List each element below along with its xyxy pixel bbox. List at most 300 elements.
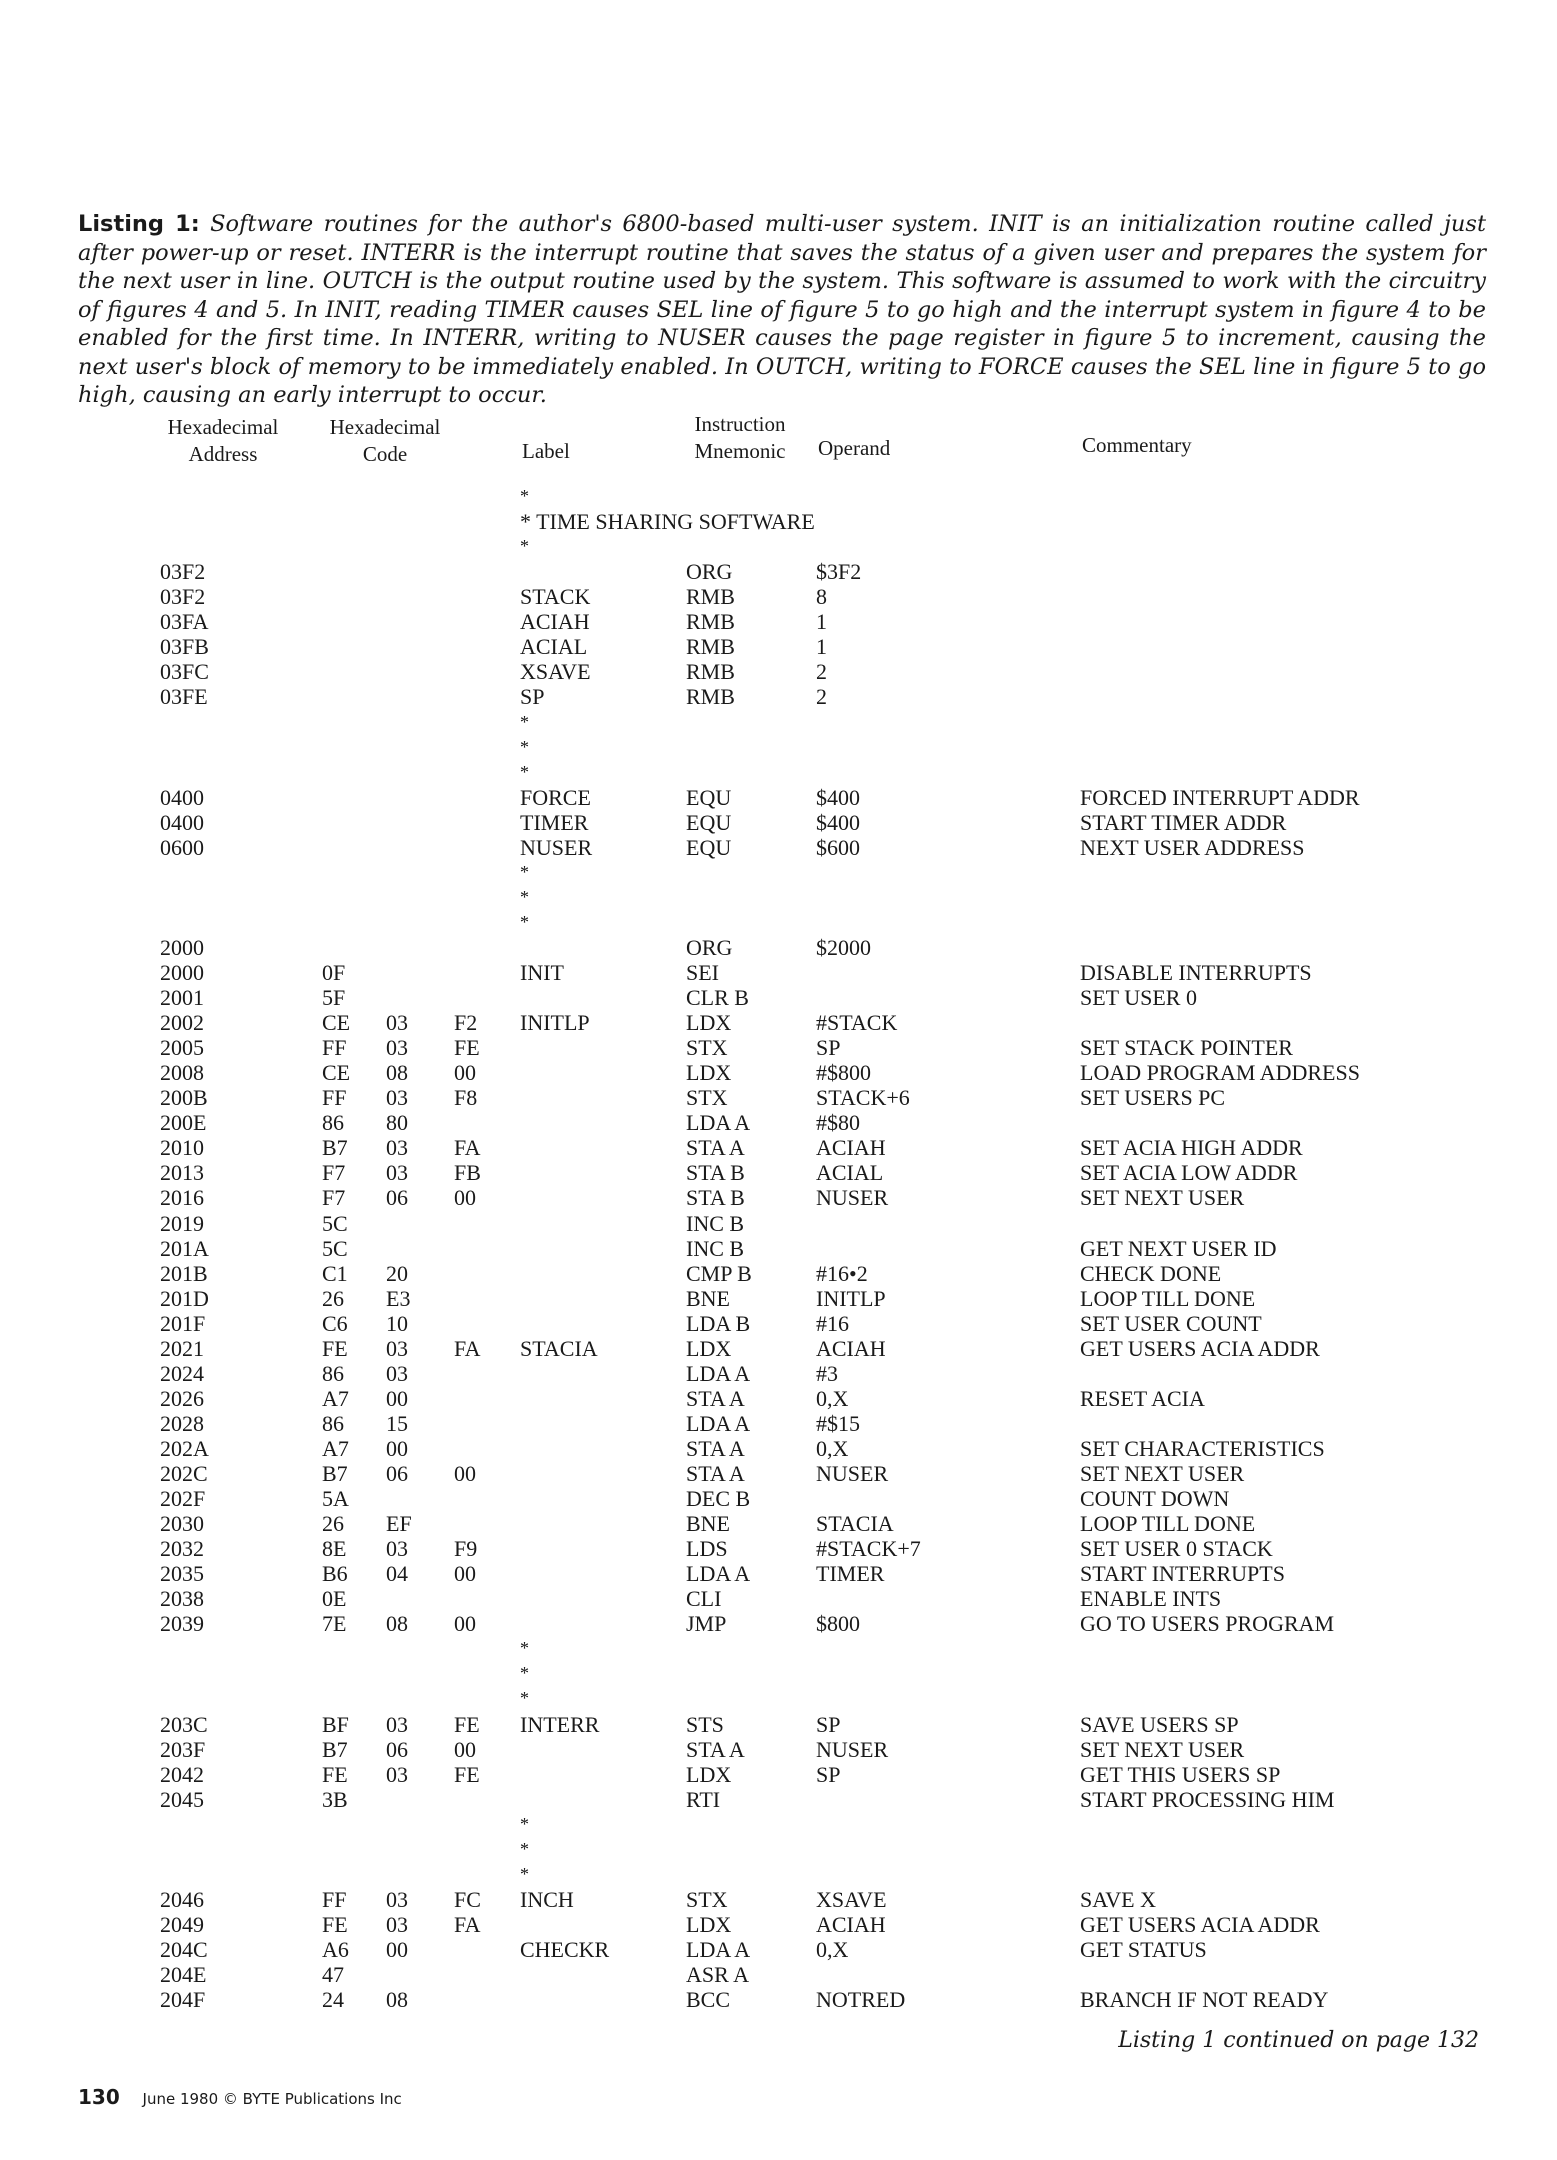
mnemonic-cell: DEC B (686, 1486, 751, 1511)
code-header-line2: Code (362, 442, 408, 466)
mnemonic-cell: BCC (686, 1987, 731, 2012)
hex-byte-1: 5C (322, 1210, 348, 1236)
operand-cell: 0,X (816, 1936, 849, 1962)
comment-cell: GO TO USERS PROGRAM (1080, 1611, 1335, 1637)
hex-byte-3: 00 (454, 1561, 476, 1587)
mnemonic-cell: STX (686, 1035, 728, 1061)
separator-asterisk: * (520, 1663, 529, 1684)
hex-byte-1: 0E (322, 1586, 347, 1612)
listing-row (0, 1486, 1557, 1511)
separator-asterisk: * (520, 711, 529, 732)
mnemonic-cell: BNE (686, 1285, 730, 1311)
comment-cell: BRANCH IF NOT READY (1080, 1987, 1329, 2012)
operand-cell: #$80 (816, 1110, 860, 1136)
address-cell: 2030 (160, 1511, 204, 1536)
operand-cell: #$800 (816, 1060, 871, 1086)
listing-row (0, 1010, 1557, 1035)
comment-cell: GET USERS ACIA ADDR (1080, 1911, 1320, 1937)
hex-byte-2: 03 (386, 1010, 408, 1036)
operand-cell: STACIA (816, 1511, 894, 1536)
mnemonic-cell: LDS (686, 1536, 728, 1562)
publication-line: June 1980 © BYTE Publications Inc (142, 2090, 402, 2108)
operand-cell: ACIAH (816, 1335, 886, 1361)
comment-cell: SET CHARACTERISTICS (1080, 1435, 1325, 1461)
comment-cell: GET STATUS (1080, 1936, 1207, 1962)
address-cell: 0400 (160, 809, 204, 835)
comment-cell: SET NEXT USER (1080, 1185, 1245, 1211)
hex-byte-1: 5C (322, 1235, 348, 1261)
hex-byte-1: 5F (322, 985, 346, 1010)
listing-row (0, 1386, 1557, 1411)
hex-byte-2: 80 (386, 1110, 408, 1136)
mnemonic-cell: LDA B (686, 1310, 751, 1336)
address-cell: 2046 (160, 1886, 204, 1912)
hex-byte-1: 5A (322, 1486, 349, 1511)
listing-row (0, 1762, 1557, 1787)
separator-asterisk: * (520, 761, 529, 782)
listing-row (0, 1236, 1557, 1261)
mnemonic-cell: INC B (686, 1210, 745, 1236)
hex-byte-2: 03 (386, 1160, 408, 1186)
mnemonic-cell: RMB (686, 634, 735, 660)
operand-cell: 2 (816, 659, 827, 685)
comment-cell: LOOP TILL DONE (1080, 1511, 1256, 1536)
operand-cell: #3 (816, 1360, 838, 1386)
mnemonic-cell: LDX (686, 1761, 732, 1787)
address-cell: 03F2 (160, 584, 206, 610)
address-cell: 2002 (160, 1010, 204, 1036)
commentary-header: Commentary (1082, 433, 1192, 457)
hex-byte-2: 08 (386, 1611, 408, 1637)
operand-cell: 1 (816, 609, 827, 635)
listing-row (0, 1712, 1557, 1737)
mnemonic-cell: STX (686, 1085, 728, 1111)
comment-cell: SET NEXT USER (1080, 1736, 1245, 1762)
listing-row (0, 659, 1557, 684)
label-cell: ACIAH (520, 609, 590, 635)
comment-cell: LOAD PROGRAM ADDRESS (1080, 1060, 1360, 1086)
hex-byte-2: 03 (386, 1085, 408, 1111)
separator-row (0, 885, 1557, 910)
mnemonic-cell: LDA A (686, 1936, 751, 1962)
separator-row (0, 1636, 1557, 1661)
operand-cell: 0,X (816, 1435, 849, 1461)
separator-row (0, 1812, 1557, 1837)
mnemonic-cell: LDA A (686, 1360, 751, 1386)
operand-cell: $600 (816, 834, 860, 860)
label-cell: INIT (520, 960, 564, 985)
mnemonic-cell: CLI (686, 1586, 722, 1612)
operand-cell: $2000 (816, 934, 871, 960)
hex-byte-1: 86 (322, 1410, 344, 1436)
caption-text: Software routines for the author's 6800-based multi-user system. INIT is an initialization routine called just after power-up or reset. INTERR is the interrupt routine that saves the status of a given user and prepares the system for the next user in line. OUTCH is the output routine used by the system. This software is assumed to work with the circuitry of figures 4 and 5. In INIT, reading TIMER causes SEL line of figure 5 to go high and the interrupt system in figure 4 to be enabled for the first time. In INTERR, writing to NUSER causes the page register in figure 5 to increment, causing the next user's block of memory to be immediately enabled. In OUTCH, writing to FORCE causes the SEL line in figure 5 to go high, causing an early interrupt to occur. (78, 211, 1486, 408)
address-cell: 2039 (160, 1611, 204, 1637)
address-cell: 204C (160, 1936, 208, 1962)
address-cell: 201A (160, 1235, 209, 1261)
separator-asterisk: * (520, 536, 529, 557)
comment-cell: SET USER 0 (1080, 985, 1197, 1010)
mnemonic-cell: RTI (686, 1786, 721, 1812)
listing-row (0, 1586, 1557, 1611)
comment-cell: GET NEXT USER ID (1080, 1235, 1277, 1261)
comment-cell: RESET ACIA (1080, 1385, 1205, 1411)
mnemonic-cell: LDA A (686, 1110, 751, 1136)
hex-byte-1: 7E (322, 1611, 347, 1637)
listing-row (0, 1361, 1557, 1386)
hex-byte-3: FE (454, 1761, 480, 1787)
hex-byte-1: FE (322, 1911, 348, 1937)
operand-cell: NUSER (816, 1736, 889, 1762)
address-cell: 2000 (160, 934, 204, 960)
separator-row (0, 910, 1557, 935)
operand-cell: #STACK (816, 1010, 898, 1036)
operand-cell: ACIAH (816, 1911, 886, 1937)
operand-cell: $400 (816, 784, 860, 810)
hex-byte-1: B7 (322, 1135, 348, 1161)
mnemonic-cell: CMP B (686, 1260, 752, 1286)
mnemonic-cell: LDX (686, 1335, 732, 1361)
comment-cell: FORCED INTERRUPT ADDR (1080, 784, 1360, 810)
mnemonic-cell: CLR B (686, 985, 749, 1010)
hex-byte-3: FA (454, 1911, 481, 1937)
hex-byte-1: C1 (322, 1260, 348, 1286)
address-cell: 2024 (160, 1360, 204, 1386)
hex-byte-3: FB (454, 1160, 481, 1186)
listing-row (0, 810, 1557, 835)
code-header-line1: Hexadecimal (329, 415, 441, 439)
listing-row (0, 609, 1557, 634)
comment-cell: SET USER 0 STACK (1080, 1536, 1273, 1562)
separator-row (0, 760, 1557, 785)
address-cell: 202F (160, 1486, 206, 1511)
listing-row (0, 1286, 1557, 1311)
listing-row (0, 1737, 1557, 1762)
mnemonic-cell: STA A (686, 1135, 745, 1161)
address-cell: 2049 (160, 1911, 204, 1937)
address-cell: 03FA (160, 609, 209, 635)
hex-byte-1: F7 (322, 1160, 346, 1186)
listing-row (0, 1536, 1557, 1561)
hex-byte-3: F9 (454, 1536, 478, 1562)
hex-byte-1: F7 (322, 1185, 346, 1211)
label-cell: STACIA (520, 1335, 598, 1361)
label-cell: ACIAL (520, 634, 588, 660)
address-cell: 203F (160, 1736, 206, 1762)
hex-byte-2: 03 (386, 1035, 408, 1061)
comment-cell: START TIMER ADDR (1080, 809, 1287, 835)
listing-row (0, 1185, 1557, 1210)
operand-cell: SP (816, 1761, 841, 1787)
address-cell: 2016 (160, 1185, 204, 1211)
address-cell: 201B (160, 1260, 208, 1286)
comment-cell: ENABLE INTS (1080, 1586, 1222, 1612)
hex-byte-3: FE (454, 1711, 480, 1737)
page-number: 130 (78, 2085, 120, 2109)
listing-row (0, 684, 1557, 709)
listing-row (0, 1160, 1557, 1185)
hex-byte-2: 06 (386, 1736, 408, 1762)
hex-byte-1: 0F (322, 960, 346, 985)
mnemonic-cell: LDA A (686, 1561, 751, 1587)
separator-asterisk: * (520, 1688, 529, 1709)
hex-byte-1: C6 (322, 1310, 348, 1336)
separator-row (0, 1661, 1557, 1686)
mnemonic-cell: LDX (686, 1010, 732, 1036)
address-cell: 03F2 (160, 559, 206, 585)
mnemonic-cell: JMP (686, 1611, 727, 1637)
separator-row (0, 735, 1557, 760)
separator-asterisk: * (520, 1813, 529, 1834)
comment-cell: DISABLE INTERRUPTS (1080, 960, 1312, 985)
comment-cell: SET USER COUNT (1080, 1310, 1262, 1336)
hex-byte-2: 08 (386, 1987, 408, 2012)
comment-cell: SET STACK POINTER (1080, 1035, 1293, 1061)
address-cell: 0400 (160, 784, 204, 810)
listing-row (0, 1461, 1557, 1486)
listing-row (0, 935, 1557, 960)
label-cell: STACK (520, 584, 591, 610)
hex-byte-2: 20 (386, 1260, 408, 1286)
operand-cell: TIMER (816, 1561, 885, 1587)
operand-cell: SP (816, 1035, 841, 1061)
listing-row (0, 1912, 1557, 1937)
label-cell: INCH (520, 1886, 574, 1912)
mnemonic-cell: BNE (686, 1511, 730, 1536)
hex-byte-3: FA (454, 1335, 481, 1361)
operand-cell: SP (816, 1711, 841, 1737)
address-cell: 204E (160, 1962, 207, 1987)
address-cell: 2026 (160, 1385, 204, 1411)
separator-asterisk: * (520, 736, 529, 757)
operand-cell: $3F2 (816, 559, 862, 585)
mnemonic-cell: LDX (686, 1911, 732, 1937)
separator-asterisk: * (520, 1863, 529, 1884)
mnemonic-cell: STX (686, 1886, 728, 1912)
operand-cell: NOTRED (816, 1987, 906, 2012)
label-cell: INITLP (520, 1010, 590, 1036)
label-cell: FORCE (520, 784, 591, 810)
label-cell: NUSER (520, 834, 593, 860)
mnemonic-header-line1: Instruction (694, 412, 786, 436)
hex-byte-3: F2 (454, 1010, 478, 1036)
separator-row (0, 860, 1557, 885)
mnemonic-cell: ORG (686, 934, 733, 960)
listing-row (0, 1261, 1557, 1286)
hex-byte-2: 03 (386, 1711, 408, 1737)
operand-cell: 1 (816, 634, 827, 660)
separator-asterisk: * (520, 486, 529, 506)
continuation-note: Listing 1 continued on page 132 (1118, 2028, 1479, 2053)
caption-label: Listing 1: (78, 211, 200, 237)
mnemonic-cell: STA B (686, 1185, 745, 1211)
hex-byte-1: FE (322, 1761, 348, 1787)
mnemonic-cell: INC B (686, 1235, 745, 1261)
hex-byte-1: BF (322, 1711, 349, 1737)
listing-row (0, 584, 1557, 609)
hex-byte-1: 3B (322, 1786, 348, 1812)
address-cell: 200B (160, 1085, 208, 1111)
listing-row (0, 1135, 1557, 1160)
separator-row (0, 1862, 1557, 1887)
hex-byte-2: 03 (386, 1135, 408, 1161)
separator-row (0, 1837, 1557, 1862)
operand-cell: $800 (816, 1611, 860, 1637)
hex-byte-1: A6 (322, 1936, 349, 1962)
listing-row (0, 1987, 1557, 2012)
comment-cell: GET THIS USERS SP (1080, 1761, 1281, 1787)
label-cell: SP (520, 684, 545, 710)
separator-asterisk: * (520, 861, 529, 882)
mnemonic-cell: RMB (686, 609, 735, 635)
listing-row (0, 1611, 1557, 1636)
listing-row (0, 634, 1557, 659)
address-cell: 2010 (160, 1135, 204, 1161)
address-cell: 200E (160, 1110, 207, 1136)
address-cell: 202C (160, 1461, 208, 1486)
comment-cell: SAVE USERS SP (1080, 1711, 1239, 1737)
operand-cell: 2 (816, 684, 827, 710)
address-cell: 03FE (160, 684, 208, 710)
hex-byte-2: 06 (386, 1461, 408, 1486)
separator-asterisk: * (520, 911, 529, 932)
address-cell: 2038 (160, 1586, 204, 1612)
hex-byte-2: 03 (386, 1360, 408, 1386)
hex-byte-1: B7 (322, 1461, 348, 1486)
comment-cell: START INTERRUPTS (1080, 1561, 1285, 1587)
address-cell: 2032 (160, 1536, 204, 1562)
address-cell: 2005 (160, 1035, 204, 1061)
listing-row (0, 509, 1557, 534)
hex-byte-1: 86 (322, 1360, 344, 1386)
hex-byte-2: 03 (386, 1911, 408, 1937)
hex-byte-1: FE (322, 1335, 348, 1361)
comment-cell: SAVE X (1080, 1886, 1157, 1912)
hex-byte-3: 00 (454, 1611, 476, 1637)
operand-cell: #16•2 (816, 1260, 868, 1286)
operand-cell: STACK+6 (816, 1085, 910, 1111)
label-cell: TIMER (520, 809, 589, 835)
hex-byte-1: CE (322, 1060, 351, 1086)
address-header-line2: Address (188, 442, 258, 466)
address-cell: 202A (160, 1435, 209, 1461)
mnemonic-cell: STA A (686, 1461, 745, 1486)
listing-row (0, 835, 1557, 860)
mnemonic-cell: ASR A (686, 1962, 749, 1987)
hex-byte-3: 00 (454, 1461, 476, 1486)
hex-byte-2: 00 (386, 1435, 408, 1461)
address-cell: 2021 (160, 1335, 204, 1361)
listing-row (0, 1085, 1557, 1110)
operand-cell: #STACK+7 (816, 1536, 921, 1562)
operand-cell: 8 (816, 584, 827, 610)
comment-cell: SET USERS PC (1080, 1085, 1226, 1111)
hex-byte-2: 08 (386, 1060, 408, 1086)
mnemonic-cell: STS (686, 1711, 724, 1737)
listing-row (0, 1311, 1557, 1336)
listing-row (0, 985, 1557, 1010)
address-cell: 2045 (160, 1786, 204, 1812)
label-cell: CHECKR (520, 1936, 610, 1962)
operand-cell: ACIAH (816, 1135, 886, 1161)
mnemonic-cell: RMB (686, 584, 735, 610)
address-cell: 2019 (160, 1210, 204, 1236)
listing-row (0, 1561, 1557, 1586)
address-cell: 2008 (160, 1060, 204, 1086)
address-cell: 2000 (160, 960, 204, 985)
mnemonic-cell: EQU (686, 784, 732, 810)
operand-cell: NUSER (816, 1461, 889, 1486)
listing-row (0, 960, 1557, 985)
operand-cell: NUSER (816, 1185, 889, 1211)
hex-byte-2: 04 (386, 1561, 408, 1587)
comment-cell: NEXT USER ADDRESS (1080, 834, 1305, 860)
listing-row (0, 1060, 1557, 1085)
mnemonic-cell: LDX (686, 1060, 732, 1086)
listing-row (0, 1035, 1557, 1060)
listing-row (0, 1787, 1557, 1812)
separator-asterisk: * (520, 1638, 529, 1659)
listing-row (0, 1211, 1557, 1236)
comment-cell: SET ACIA LOW ADDR (1080, 1160, 1298, 1186)
separator-row (0, 534, 1557, 559)
listing-row (0, 785, 1557, 810)
hex-byte-2: E3 (386, 1285, 411, 1311)
page-footer (78, 2085, 402, 2109)
hex-byte-1: 86 (322, 1110, 344, 1136)
comment-cell: START PROCESSING HIM (1080, 1786, 1335, 1812)
operand-cell: XSAVE (816, 1886, 887, 1912)
comment-cell: SET ACIA HIGH ADDR (1080, 1135, 1303, 1161)
hex-byte-2: 10 (386, 1310, 408, 1336)
mnemonic-cell: STA A (686, 1435, 745, 1461)
hex-byte-3: F8 (454, 1085, 478, 1111)
label-cell: INTERR (520, 1711, 600, 1737)
hex-byte-2: 03 (386, 1761, 408, 1787)
address-cell: 2028 (160, 1410, 204, 1436)
mnemonic-cell: EQU (686, 809, 732, 835)
mnemonic-cell: LDA A (686, 1410, 751, 1436)
hex-byte-2: EF (386, 1511, 412, 1536)
label-header: Label (522, 439, 570, 463)
hex-byte-3: FA (454, 1135, 481, 1161)
separator-row (0, 484, 1557, 509)
hex-byte-1: A7 (322, 1435, 349, 1461)
listing-row (0, 1411, 1557, 1436)
hex-byte-1: 24 (322, 1987, 344, 2012)
address-cell: 201D (160, 1285, 209, 1311)
hex-byte-2: 15 (386, 1410, 408, 1436)
listing-row (0, 1937, 1557, 1962)
address-cell: 203C (160, 1711, 208, 1737)
mnemonic-cell: RMB (686, 659, 735, 685)
separator-asterisk: * (520, 886, 529, 907)
mnemonic-header-line2: Mnemonic (694, 439, 786, 463)
mnemonic-cell: ORG (686, 559, 733, 585)
hex-byte-1: 26 (322, 1285, 344, 1311)
hex-byte-1: B6 (322, 1561, 348, 1587)
hex-byte-3: FC (454, 1886, 481, 1912)
address-cell: 2042 (160, 1761, 204, 1787)
listing-row (0, 1110, 1557, 1135)
mnemonic-cell: STA A (686, 1736, 745, 1762)
address-cell: 0600 (160, 834, 204, 860)
hex-byte-2: 03 (386, 1536, 408, 1562)
operand-cell: $400 (816, 809, 860, 835)
address-cell: 03FB (160, 634, 209, 660)
hex-byte-2: 00 (386, 1936, 408, 1962)
listing-row (0, 1962, 1557, 1987)
listing-row (0, 559, 1557, 584)
